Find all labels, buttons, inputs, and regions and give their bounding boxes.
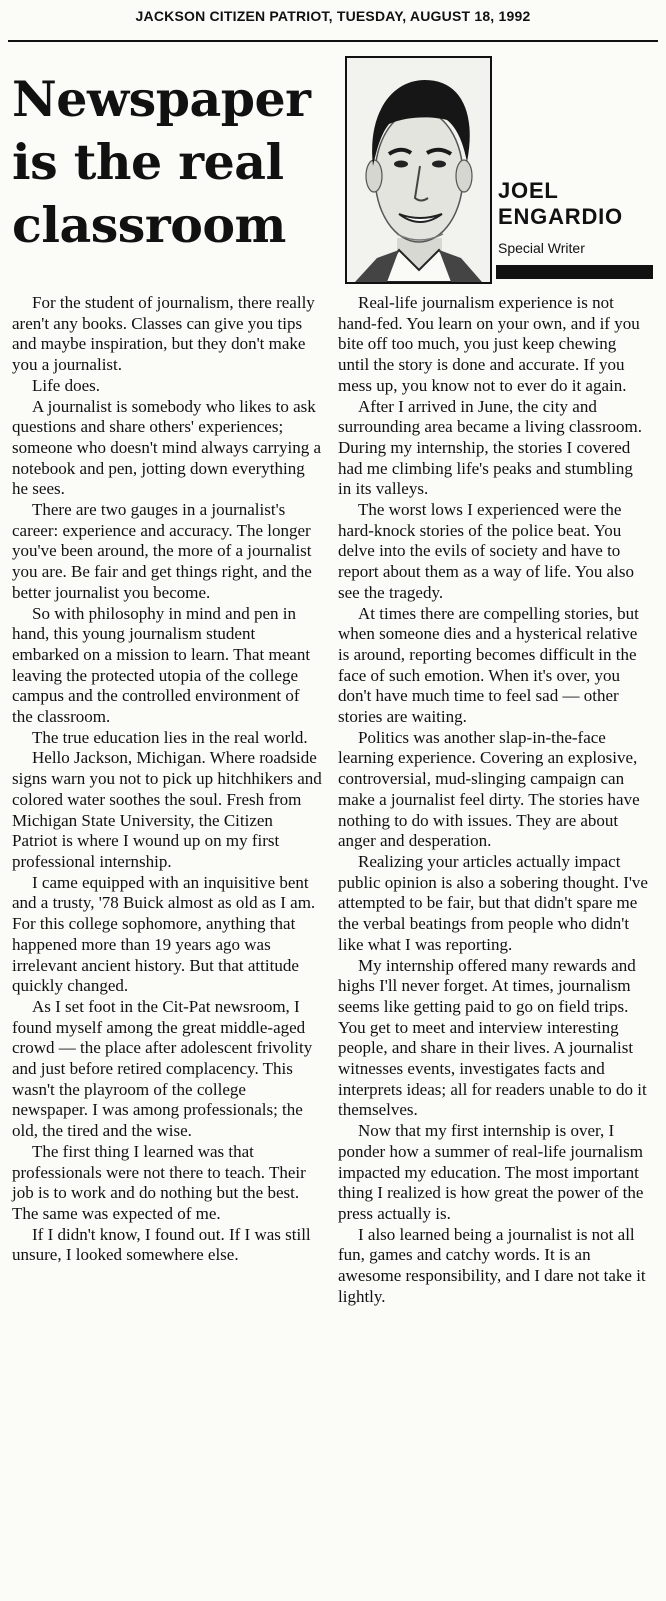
headline-line-1: Newspaper — [12, 70, 311, 128]
article-column-1 — [12, 293, 322, 1266]
paragraph: Hello Jackson, Michigan. Where roadside signs warn you not to pick up hitchhikers and colored water soothes the soul. Fresh from Michigan State University, the Citizen Patriot is where I wound up on my first professional internship. — [12, 748, 322, 871]
paragraph: For the student of journalism, there really aren't any books. Classes can give you tips and maybe inspiration, but they don't make you a journalist. — [12, 293, 315, 375]
paragraph: If I didn't know, I found out. If I was still unsure, I looked somewhere else. — [12, 1224, 311, 1265]
paragraph: My internship offered many rewards and highs I'll never forget. At times, journalism seems like getting paid to go on field trips. You get to meet and interview interesting people, and share in their lives. A journalist witnesses events, investigates facts and interprets ideas; all for readers unable to do it themselves. — [338, 955, 647, 1120]
headline-line-3: classroom — [12, 196, 286, 254]
paragraph: Realizing your articles actually impact public opinion is also a sobering thought. I've attempted to be fair, but that didn't spare me the verbal beatings from people who didn't like what I was reporting. — [338, 851, 648, 954]
author-first-name: JOEL — [498, 178, 559, 203]
paragraph: A journalist is somebody who likes to ask questions and share others' experiences; someone who doesn't mind always carrying a notebook and pen, jotting down everything he sees. — [12, 396, 321, 499]
paragraph: I also learned being a journalist is not all fun, games and catchy words. It is an awesome responsibility, and I dare not take it lightly. — [338, 1224, 646, 1306]
masthead-rule — [8, 40, 658, 42]
author-name — [498, 178, 664, 230]
paragraph: I came equipped with an inquisitive bent and a trusty, '78 Buick almost as old as I am. For this college sophomore, anything that happened more than 19 years ago was irrelevant ancient history. But that attitude quickly changed. — [12, 872, 316, 996]
paragraph: There are two gauges in a journalist's career: experience and accuracy. The longer you've been around, the more of a journalist you are. Be fair and get things right, and the better journalist you become. — [12, 500, 312, 602]
author-photo — [345, 56, 492, 284]
paragraph: Life does. — [32, 375, 100, 395]
paragraph: Now that my first internship is over, I ponder how a summer of real-life journalism impacted my education. The most important thing I realized is how great the power of the press actually is. — [338, 1121, 644, 1223]
paragraph: Real-life journalism experience is not hand-fed. You learn on your own, and if you bite off too much, you just keep chewing until the story is done and accurate. If you mess up, you know not to ever do it again. — [338, 293, 640, 395]
paragraph: The worst lows I experienced were the hard-knock stories of the police beat. You delve into the evils of society and have to report about them as a way of life. You also see the tragedy. — [338, 500, 635, 602]
author-portrait-image — [347, 58, 490, 282]
paragraph: So with philosophy in mind and pen in hand, this young journalism student embarked on a mission to learn. That meant leaving the protected utopia of the college campus and the controlled environment of the classroom. — [12, 603, 311, 727]
headline — [12, 68, 328, 257]
headline-line-2: is the real — [12, 133, 284, 191]
paragraph: As I set foot in the Cit-Pat newsroom, I found myself among the great middle-aged crowd — the place after adolescent frivolity and just before retired complacency. This wasn't the playroom of the college newspaper. I was among professionals; the old, the tired and the wise. — [12, 996, 313, 1141]
paragraph: At times there are compelling stories, but when someone dies and a hysterical relative is around, reporting becomes difficult in the face of such emotion. When it's over, you don't have much time to feel sad — other stories are waiting. — [338, 603, 639, 727]
author-title: Special Writer — [498, 240, 585, 256]
paragraph: Politics was another slap-in-the-face learning experience. Covering an explosive, controversial, mud-slinging campaign can make a journalist feel dirty. The stories have nothing to do with issues. They are about anger and desperation. — [338, 727, 640, 851]
article-column-2 — [338, 293, 648, 1307]
byline-bar — [496, 265, 653, 279]
paragraph: The true education lies in the real world. — [32, 727, 308, 747]
masthead: JACKSON CITIZEN PATRIOT, TUESDAY, AUGUST 18, 1992 — [135, 8, 531, 24]
author-last-name: ENGARDIO — [498, 204, 623, 229]
paragraph: The first thing I learned was that professionals were not there to teach. Their job is to work and do nothing but the best. The same was expected of me. — [12, 1141, 306, 1223]
paragraph: After I arrived in June, the city and surrounding area became a living classroom. During my internship, the stories I covered had me climbing life's peaks and stumbling in its valleys. — [338, 396, 643, 499]
